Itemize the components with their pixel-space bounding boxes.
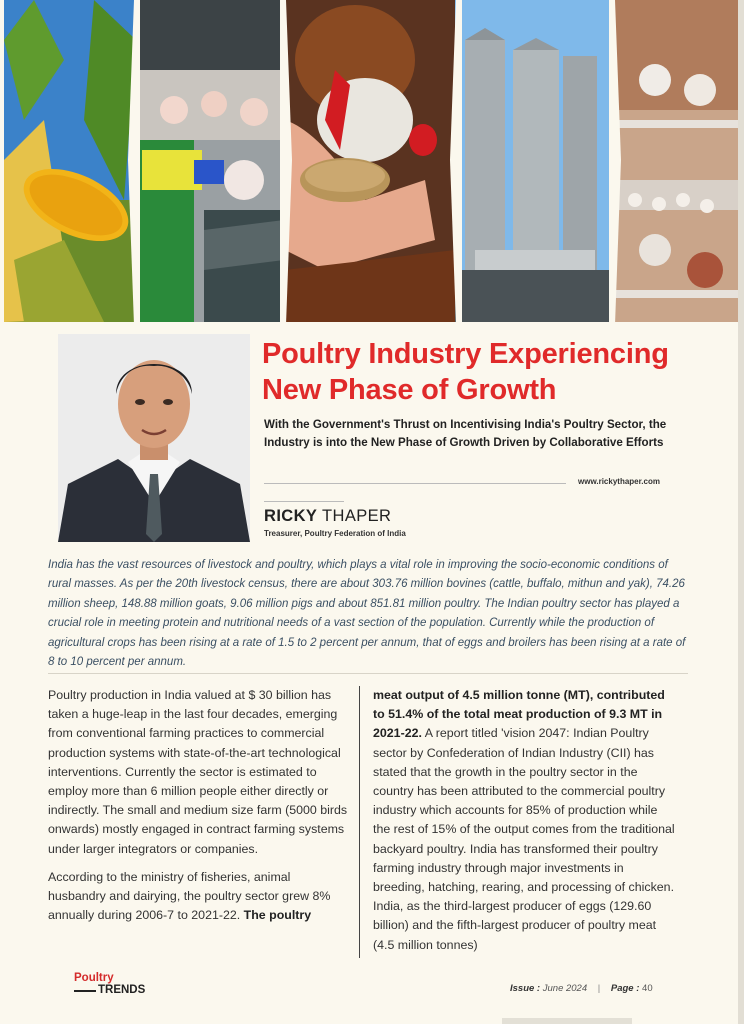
body-text: A report titled 'vision 2047: Indian Poultry sector by Confederation of Indian Industry (CII) has stated that the growth in the poultry sector in the country has been attributed to the commercial poultry industry which accounts for 85% of production while the rest of 15% of the output comes from the traditional backyard poultry. India has transformed their poultry farming industry through major investments in breeding, hatching, rearing, and processing of chicken. India, as the third-largest producer of eggs (129.60 billion) and the fifth-largest producer of poultry meat (4.5 million tonnes) <box>373 726 675 952</box>
processing-plant-photo <box>134 0 284 322</box>
issue-value: June 2024 <box>542 983 588 994</box>
cage-hens-photo <box>615 0 740 322</box>
author-portrait <box>58 334 250 542</box>
section-divider <box>48 673 688 674</box>
collage-divider <box>280 0 292 325</box>
collage-divider <box>128 0 140 325</box>
photo-collage <box>0 0 744 325</box>
logo-bar <box>74 990 96 992</box>
corn-photo <box>4 0 136 322</box>
poultry-trends-logo <box>74 972 145 996</box>
author-rule <box>264 501 344 502</box>
collage-divider <box>609 0 621 325</box>
intro-paragraph: India has the vast resources of livestock and poultry, which plays a vital role in improving the socio-economic conditions of rural masses. As per the 20th livestock census, there are about 303.76 million bovines (cattle, buffalo, mithun and yak), 74.26 million sheep, 148.88 million goats, 9.06 million pigs and about 851.81 million poultry. The Indian poultry sector has played a crucial role in meeting protein and nutritional needs of a vast section of the population. Currently while the production of agricultural crops has been rising at a rate of 1.5 to 2 percent per annum, that of eggs and broilers has been rising at a rate of 8 to 10 percent per annum. <box>48 559 686 669</box>
body-paragraph <box>48 868 348 926</box>
article-title: Poultry Industry Experiencing New Phase of Growth <box>262 338 669 406</box>
body-highlight: The poultry <box>243 908 312 923</box>
grain-silos-photo <box>455 0 615 322</box>
logo-word-bottom-wrap <box>98 984 145 996</box>
issue-label: Issue : <box>510 983 541 994</box>
author-name <box>264 507 391 526</box>
collage-divider <box>450 0 462 325</box>
body-column-left <box>48 686 348 934</box>
author-last-name: THAPER <box>322 507 392 525</box>
page-footer <box>510 983 653 994</box>
body-paragraph <box>373 686 675 955</box>
hen-feed-photo <box>285 0 455 322</box>
footer-separator: | <box>597 983 601 994</box>
logo-word-bottom: TRENDS <box>98 984 146 996</box>
column-divider <box>359 686 360 958</box>
logo-word-top: Poultry <box>74 972 114 984</box>
author-website-link[interactable]: www.rickythaper.com <box>578 477 660 486</box>
page-label: Page : <box>610 983 640 994</box>
page-number: 40 <box>642 983 653 994</box>
next-page-edge <box>502 1018 632 1024</box>
body-column-right <box>373 686 675 964</box>
body-paragraph: Poultry production in India valued at $ 30 billion has taken a huge-leap in the last four decades, emerging from conventional farming practices to commercial production systems with state-of-the-art technological interventions. Currently the sector is estimated to employ more than 6 million people either directly or indirectly. The small and medium size farm (5000 birds onwards) mostly engaged in contract farming systems under larger integrators or companies. <box>48 688 348 856</box>
title-rule <box>264 483 566 484</box>
body-text: According to the ministry of fisheries, animal husbandry and dairying, the poultry sector grew 8% annually during 2006-7 to 2021-22. <box>48 869 331 923</box>
author-first-name: RICKY <box>264 507 318 525</box>
body-highlight: meat output of 4.5 million tonne (MT), contributed to 51.4% of the total meat production of 9.3 MT in 2021-22. <box>373 688 665 741</box>
article-subtitle: With the Government's Thrust on Incentivising India's Poultry Sector, the Industry is into the New Phase of Growth Driven by Collaborative Efforts <box>264 418 667 449</box>
author-role: Treasurer, Poultry Federation of India <box>264 529 406 538</box>
page-edge <box>738 0 744 1024</box>
